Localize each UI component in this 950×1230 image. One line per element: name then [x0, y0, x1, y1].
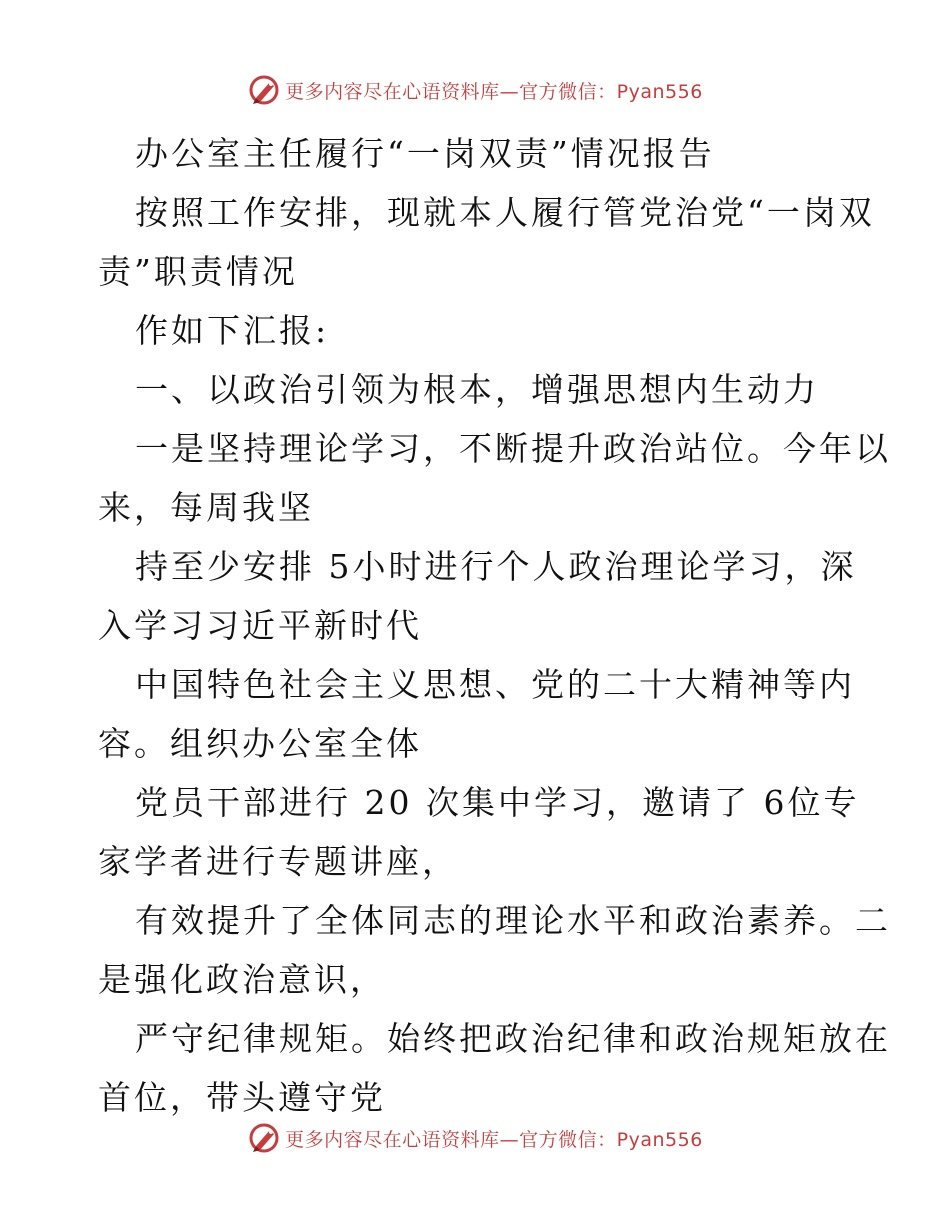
text-line: 家学者进行专题讲座，	[98, 842, 458, 881]
text-line: 党员干部进行 20 次集中学习，邀请了 6位专	[135, 783, 860, 822]
text-line: 一是坚持理论学习，不断提升政治站位。今年以	[135, 429, 891, 468]
paragraph	[98, 301, 858, 360]
text-line: 严守纪律规矩。始终把政治纪律和政治规矩放在	[135, 1019, 891, 1058]
text-line: 有效提升了全体同志的理论水平和政治素养。二	[135, 901, 891, 940]
text-line: 入学习习近平新时代	[98, 606, 422, 645]
footer-watermark	[0, 1118, 950, 1158]
text-line: 责”职责情况	[98, 252, 298, 291]
watermark-text: 更多内容尽在心语资料库—官方微信：Pyan556	[285, 1128, 703, 1151]
text-line: 中国特色社会主义思想、党的二十大精神等内	[135, 665, 855, 704]
text-line: 按照工作安排，现就本人履行管党治党“一岗双	[135, 193, 875, 232]
document-body	[98, 124, 891, 1127]
paragraph	[98, 655, 858, 773]
paragraph	[98, 1009, 891, 1127]
watermark-text: 更多内容尽在心语资料库—官方微信：Pyan556	[285, 80, 703, 103]
text-line: 来，每周我坚	[98, 488, 314, 527]
paragraph	[98, 537, 858, 655]
paragraph	[98, 419, 891, 537]
report-title	[98, 124, 858, 183]
paragraph	[98, 891, 891, 1009]
header-watermark	[0, 70, 950, 110]
pen-logo-icon	[247, 73, 281, 107]
text-line: 容。组织办公室全体	[98, 724, 422, 763]
paragraph	[98, 773, 858, 891]
text-line: 办公室主任履行“一岗双责”情况报告	[135, 134, 715, 173]
text-line: 是强化政治意识，	[98, 960, 386, 999]
text-line: 持至少安排 5小时进行个人政治理论学习，深	[135, 547, 857, 586]
text-line: 作如下汇报:	[135, 311, 330, 350]
section-heading	[98, 360, 858, 419]
text-line: 首位，带头遵守党	[98, 1078, 386, 1117]
text-line: 一、以政治引领为根本，增强思想内生动力	[135, 370, 819, 409]
pen-logo-icon	[247, 1121, 281, 1155]
paragraph	[98, 183, 875, 301]
